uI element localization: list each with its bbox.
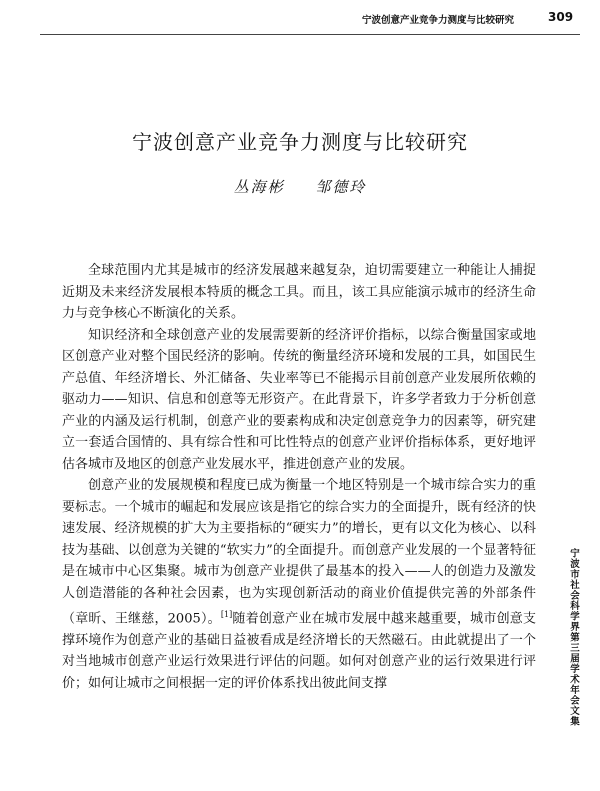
article-body — [62, 260, 536, 694]
header-divider — [40, 34, 580, 35]
paragraph-text: 创意产业的发展规模和程度已成为衡量一个地区特别是一个城市综合实力的重要标志。一个城市的崛起和发展应该是指它的综合实力的全面提升，既有经济的快速发展、经济规模的扩大为主要指标的“硬实力”的增长，更有以文化为核心、以科技为基础、以创意为关键的“软实力”的全面提升。而创意产业发展的一个显著特征是在城市中心区集聚。城市为创意产业提供了最基本的投入——人的创造力及激发人创造潜能的各种社会因素，也为实现创新活动的商业价值提供完善的外部条件（章昕、王继慈，2005）。 — [62, 478, 536, 627]
article-title: 宁波创意产业竞争力测度与比较研究 — [132, 130, 468, 154]
paragraph-continuation: 随着创意产业在城市发展中越来越重要，城市创意支撑环境作为创意产业的基础日益被看成是经济增长的天然磁石。由此就提出了一个对当地城市创意产业运行效果进行评估的问题。如何对创意产业的运行效果进行评价；如何让城市之间根据一定的评价体系找出彼此间支撑 — [62, 611, 536, 691]
paragraph — [62, 475, 536, 694]
citation-mark: [1] — [220, 610, 233, 619]
running-title: 宁波创意产业竞争力测度与比较研究 — [362, 15, 515, 26]
running-header — [0, 10, 600, 32]
paragraph: 全球范围内尤其是城市的经济发展越来越复杂，迫切需要建立一种能让人捕捉近期及未来经济发展根本特质的概念工具。而且，该工具应能演示城市的经济生命力与竞争核心不断演化的关系。 — [62, 263, 536, 321]
author-name: 邹德玲 — [315, 178, 367, 196]
page-number: 309 — [548, 10, 574, 24]
paragraph: 知识经济和全球创意产业的发展需要新的经济评价指标，以综合衡量国家或地区创意产业对整个国民经济的影响。传统的衡量经济环境和发展的工具，如国民生产总值、年经济增长、外汇储备、失业率等已不能揭示目前创意产业发展所依赖的驱动力——知识、信息和创意等无形资产。在此背景下，许多学者致力于分析创意产业的内涵及运行机制，创意产业的要素构成和决定创意竞争力的因素等，研究建立一套适合国情的、具有综合性和可比性特点的创意产业评价指标体系，更好地评估各城市及地区的创意产业发展水平，推进创意产业的发展。 — [62, 327, 536, 472]
author-name: 丛海彬 — [233, 178, 285, 196]
side-note: 宁波市社会科学界第三届学术年会文集 — [568, 548, 579, 727]
author-list — [0, 176, 600, 197]
